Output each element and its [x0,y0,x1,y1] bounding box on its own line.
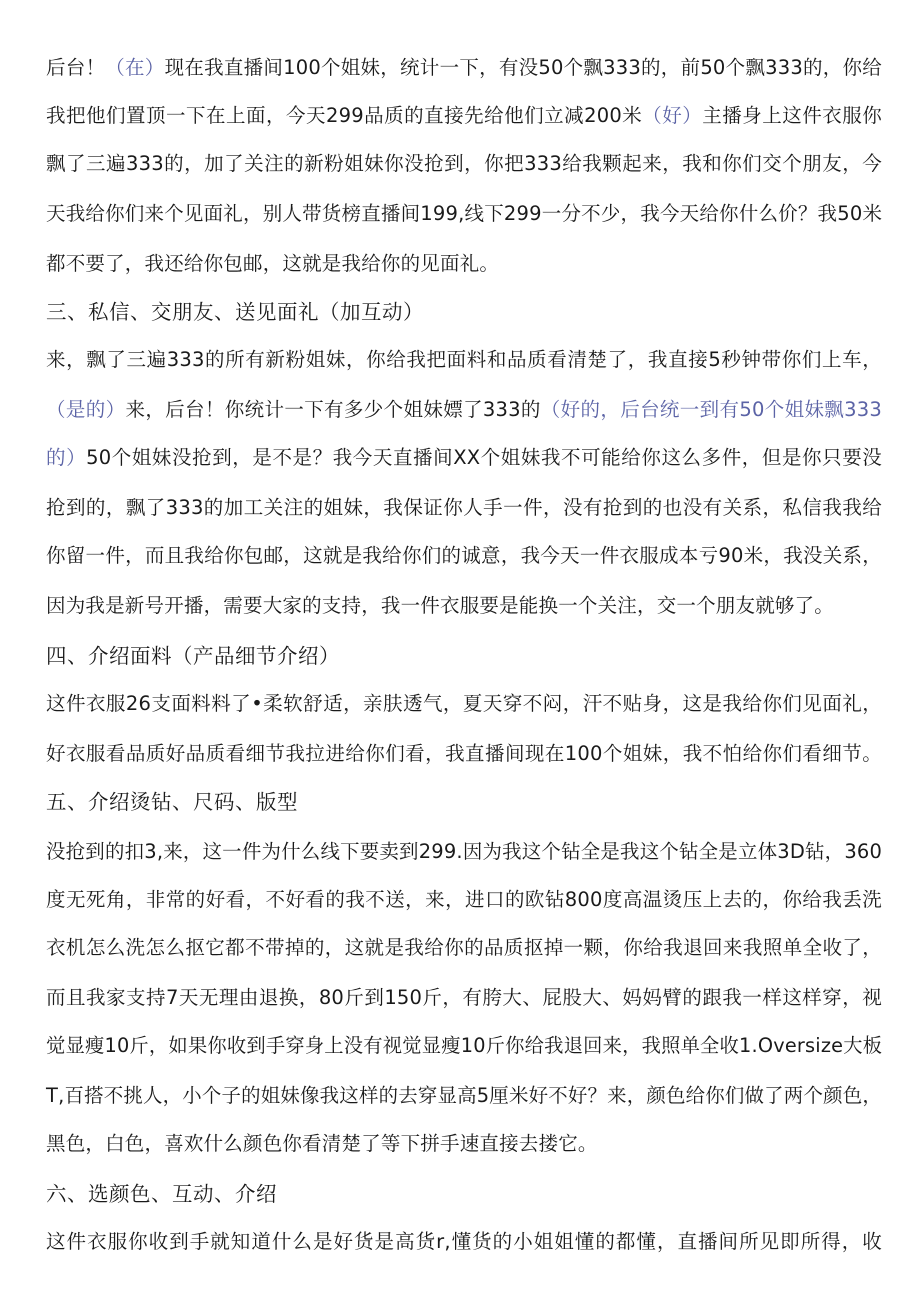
paragraph-line [46,876,882,924]
paragraph-line [46,92,882,140]
paragraph-line [46,240,882,288]
text-span: 觉显瘦10斤，如果你收到手穿身上没有视觉显瘦10斤你给我退回来，我照单全收1.Oversize大板 [46,1034,883,1057]
text-span: 衣机怎么洗怎么抠它都不带掉的，这就是我给你的品质抠掉一颗，你给我退回来我照单全收了， [46,936,882,959]
paragraph-line [46,1072,882,1120]
paragraph-line [46,1218,882,1266]
section-heading: 四、介绍面料（产品细节介绍） [46,644,340,668]
text-span: 没抢到的扣3,来，这一件为什么线下要卖到299.因为我这个钻全是我这个钻全是立体3D钻，360 [46,840,883,863]
text-span: 飘了三遍333的，加了关注的新粉姐妹你没抢到，你把333给我颗起来，我和你们交个朋友，今 [46,152,882,175]
section-heading: 六、选颜色、互动、介绍 [46,1182,277,1206]
text-span: 天我给你们来个见面礼，别人带货榜直播间199,线下299一分不少，我今天给你什么价？我50米 [46,202,883,225]
text-span: 因为我是新号开播，需要大家的支持，我一件衣服要是能换一个关注，交一个朋友就够了。 [46,594,835,617]
paragraph-line [46,336,882,384]
paragraph-line [46,730,882,778]
audience-reply: （好的，后台统一到有50个姐妹飘333 [540,398,882,421]
paragraph-line [46,140,882,188]
paragraph-line [46,1120,882,1168]
section-heading: 五、介绍烫钻、尺码、版型 [46,790,298,814]
audience-reply: （是的） [46,398,126,421]
paragraph-line [46,1022,882,1070]
text-span: 你留一件，而且我给你包邮，这就是我给你们的诚意，我今天一件衣服成本亏90米，我没关系， [46,544,882,567]
paragraph-line [46,190,882,238]
text-span: 现在我直播间100个姐妹，统计一下，有没50个飘333的，前50个飘333的，你给 [164,56,882,79]
text-span: 主播身上这件衣服你 [702,104,882,127]
text-span: 我把他们置顶一下在上面，今天299品质的直接先给他们立减200米 [46,104,643,127]
audience-reply: （在） [105,56,165,79]
paragraph-line [46,44,882,92]
text-span: 来，后台！你统计一下有多少个姐妹嫖了333的 [125,398,541,421]
text-span: 好衣服看品质好品质看细节我拉进给你们看，我直播间现在100个姐妹，我不怕给你们看细节。 [46,742,882,765]
text-span: 抢到的，飘了333的加工关注的姐妹，我保证你人手一件，没有抢到的也没有关系，私信我我给 [46,496,882,519]
paragraph-line [46,484,882,532]
text-span: T,百搭不挑人，小个子的姐妹像我这样的去穿显高5厘米好不好？来，颜色给你们做了两个颜色， [46,1084,882,1107]
audience-reply: （好） [642,104,703,127]
text-span: 来，飘了三遍333的所有新粉姐妹，你给我把面料和品质看清楚了，我直接5秒钟带你们上车， [46,348,882,371]
audience-reply: 的） [46,446,87,469]
paragraph-line [46,582,882,630]
paragraph-line [46,924,882,972]
paragraph-line [46,532,882,580]
text-span: 这件衣服26支面料料了•柔软舒适，亲肤透气，夏天穿不闷，汗不贴身，这是我给你们见面礼， [46,692,882,715]
paragraph-line [46,680,882,728]
paragraph-line [46,434,882,482]
section-heading: 三、私信、交朋友、送见面礼（加互动） [46,300,424,324]
paragraph-line [46,386,882,434]
text-span: 度无死角，非常的好看，不好看的我不送，来，进口的欧钻800度高温烫压上去的，你给我丢洗 [46,888,882,911]
paragraph-line [46,828,882,876]
text-span: 50个姐妹没抢到，是不是？我今天直播间XX个姐妹我不可能给你这么多件，但是你只要没 [86,446,882,469]
text-span: 而且我家支持7天无理由退换，80斤到150斤，有胯大、屁股大、妈妈臂的跟我一样这样穿，视 [46,986,882,1009]
paragraph-line [46,974,882,1022]
text-span: 后台！ [46,56,106,79]
text-span: 这件衣服你收到手就知道什么是好货是高货r,懂货的小姐姐懂的都懂，直播间所见即所得，收 [46,1230,882,1253]
text-span: 都不要了，我还给你包邮，这就是我给你的见面礼。 [46,252,500,275]
text-span: 黑色，白色，喜欢什么颜色你看清楚了等下拼手速直接去搂它。 [46,1132,598,1155]
